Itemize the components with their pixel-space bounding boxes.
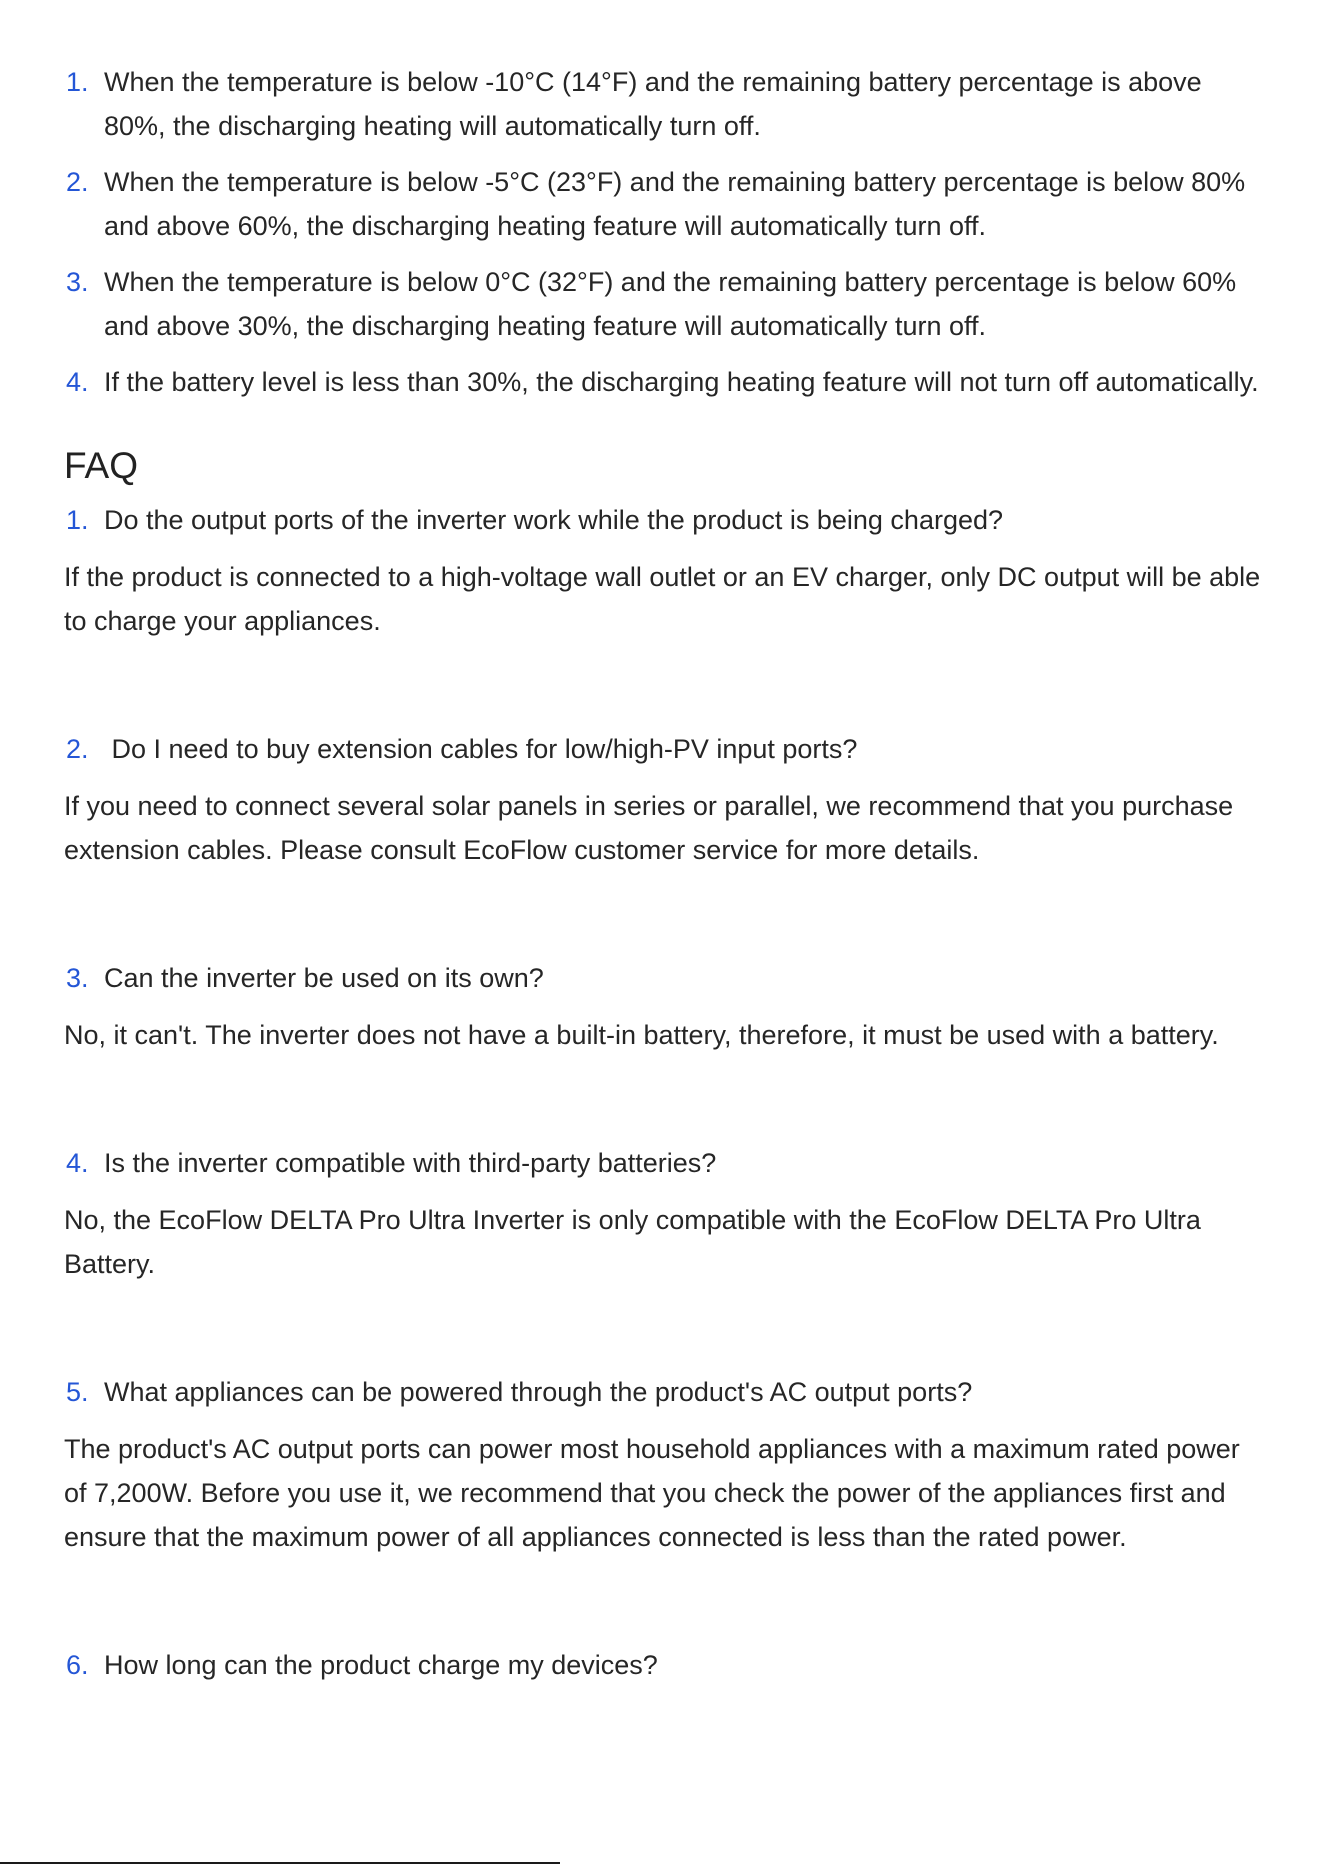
faq-item bbox=[64, 498, 1264, 643]
heating-conditions-list bbox=[64, 60, 1264, 404]
list-number: 3. bbox=[66, 267, 89, 297]
list-item-text: If the battery level is less than 30%, the discharging heating feature will not turn off automatically. bbox=[104, 367, 1259, 397]
faq-heading: FAQ bbox=[64, 445, 139, 486]
faq-number: 4. bbox=[66, 1148, 89, 1178]
faq-question bbox=[64, 1141, 1264, 1185]
faq-number: 5. bbox=[66, 1377, 89, 1407]
faq-item bbox=[64, 956, 1264, 1057]
faq-item bbox=[64, 1370, 1264, 1559]
faq-answer: No, the EcoFlow DELTA Pro Ultra Inverter is only compatible with the EcoFlow DELTA Pro Ultra Battery. bbox=[64, 1205, 1201, 1279]
faq-question bbox=[64, 956, 1264, 1000]
list-item bbox=[64, 160, 1264, 248]
faq-answer: No, it can't. The inverter does not have a built-in battery, therefore, it must be used with a battery. bbox=[64, 1020, 1219, 1050]
faq-answer: If the product is connected to a high-voltage wall outlet or an EV charger, only DC output will be able to charge your appliances. bbox=[64, 562, 1261, 636]
faq-question-text: Is the inverter compatible with third-party batteries? bbox=[104, 1148, 717, 1178]
footer-divider bbox=[0, 1862, 560, 1864]
list-item bbox=[64, 60, 1264, 148]
faq-question-text: Do the output ports of the inverter work while the product is being charged? bbox=[104, 505, 1004, 535]
list-item-text: When the temperature is below -10°C (14°F) and the remaining battery percentage is above 80%, the discharging heating will automatically turn off. bbox=[104, 67, 1202, 141]
faq-list bbox=[64, 498, 1264, 1687]
list-number: 4. bbox=[66, 367, 89, 397]
faq-question bbox=[64, 727, 1264, 771]
faq-item bbox=[64, 1643, 1264, 1687]
faq-question bbox=[64, 1370, 1264, 1414]
faq-item bbox=[64, 1141, 1264, 1286]
list-number: 1. bbox=[66, 67, 89, 97]
faq-number: 3. bbox=[66, 963, 89, 993]
faq-number: 1. bbox=[66, 505, 89, 535]
faq-number: 6. bbox=[66, 1650, 89, 1680]
faq-number: 2. bbox=[66, 734, 89, 764]
faq-question-text: How long can the product charge my devices? bbox=[104, 1650, 658, 1680]
faq-question-text: Do I need to buy extension cables for low/high-PV input ports? bbox=[104, 734, 858, 764]
list-item-text: When the temperature is below -5°C (23°F) and the remaining battery percentage is below 80% and above 60%, the discharging heating feature will automatically turn off. bbox=[104, 167, 1246, 241]
list-item bbox=[64, 360, 1264, 404]
faq-question bbox=[64, 498, 1264, 542]
page-content bbox=[64, 60, 1264, 1771]
list-item bbox=[64, 260, 1264, 348]
list-number: 2. bbox=[66, 167, 89, 197]
faq-question bbox=[64, 1643, 1264, 1687]
faq-item bbox=[64, 727, 1264, 872]
faq-question-text: What appliances can be powered through the product's AC output ports? bbox=[104, 1377, 973, 1407]
faq-answer: If you need to connect several solar panels in series or parallel, we recommend that you purchase extension cables. Please consult EcoFlow customer service for more details. bbox=[64, 791, 1234, 865]
faq-question-text: Can the inverter be used on its own? bbox=[104, 963, 544, 993]
list-item-text: When the temperature is below 0°C (32°F) and the remaining battery percentage is below 60% and above 30%, the discharging heating feature will automatically turn off. bbox=[104, 267, 1237, 341]
faq-answer: The product's AC output ports can power most household appliances with a maximum rated power of 7,200W. Before you use it, we recommend that you check the power of the appliances first and ensure that the maximum power of all appliances connected is less than the rated power. bbox=[64, 1434, 1240, 1552]
